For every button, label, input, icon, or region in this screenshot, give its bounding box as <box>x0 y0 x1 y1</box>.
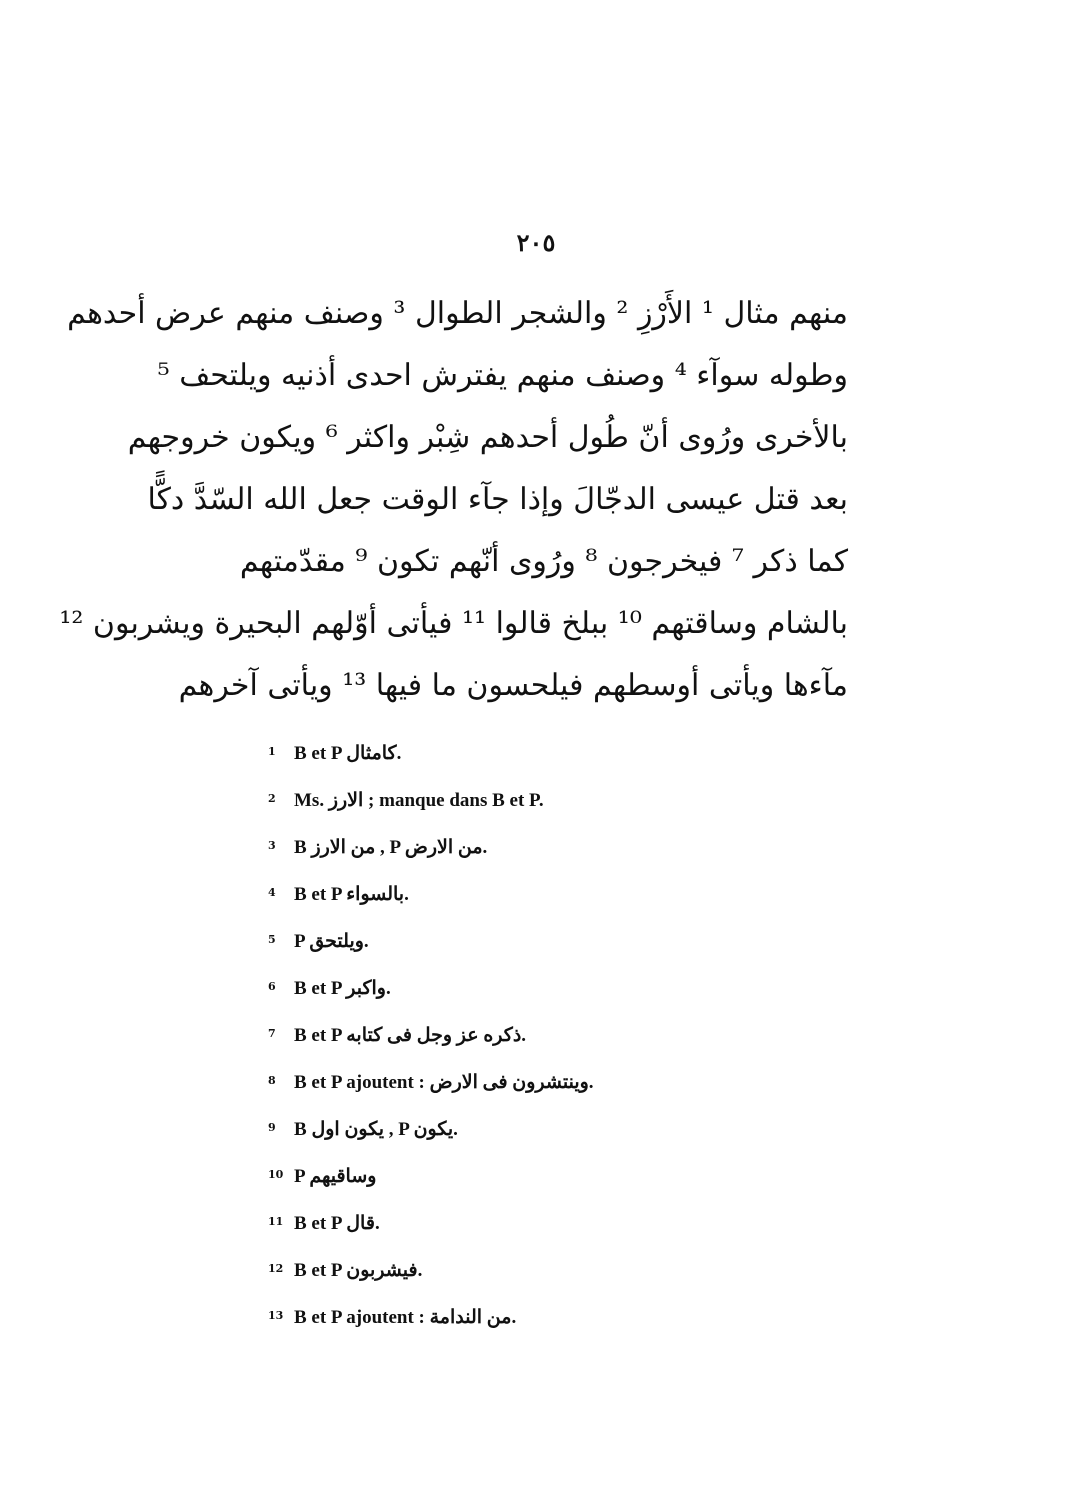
text-line: كما ذكر ⁷ فيخرجون ⁸ ورُوى أنّهم تكون ⁹ مقدّمتهم <box>239 544 848 579</box>
footnote <box>268 1151 788 1198</box>
footnote-number: 5 <box>268 933 276 946</box>
footnote-text: B et P قال. <box>294 1213 380 1234</box>
footnote <box>268 1057 788 1104</box>
footnotes <box>268 728 788 1339</box>
footnote <box>268 1292 788 1339</box>
footnote-number: 8 <box>268 1074 276 1087</box>
footnote-text: P ويلتحق. <box>294 931 369 952</box>
footnote-number: 13 <box>268 1309 284 1322</box>
footnote <box>268 822 788 869</box>
main-text-block <box>59 283 848 717</box>
footnote-text: B يكون اول , P يكون. <box>294 1119 458 1140</box>
footnote-number: 9 <box>268 1121 276 1134</box>
text-line: وطوله سوآء ⁴ وصنف منهم يفترش احدى أذنيه ويلتحف ⁵ <box>157 358 848 393</box>
footnote-number: 3 <box>268 839 276 852</box>
footnote-text: P وساقيهم <box>294 1166 377 1187</box>
footnote-number: 10 <box>268 1168 284 1181</box>
footnote-number: 6 <box>268 980 276 993</box>
footnote <box>268 916 788 963</box>
text-line: بعد قتل عيسى الدجّالَ وإذا جآء الوقت جعل الله السّدَّ دكًّا <box>147 482 848 517</box>
footnote <box>268 1198 788 1245</box>
footnote-text: B et P فيشربون. <box>294 1260 423 1281</box>
footnote-text: B et P كامثال. <box>294 743 402 764</box>
footnote-text: B et P واكبر. <box>294 978 391 999</box>
footnote <box>268 1104 788 1151</box>
footnote-number: 1 <box>268 745 276 758</box>
footnote <box>268 775 788 822</box>
footnote-text: B et P ajoutent : وينتشرون فى الارض. <box>294 1072 594 1093</box>
text-line: بالشام وساقتهم ¹⁰ ببلخ قالوا ¹¹ فيأتى أوّلهم البحيرة ويشربون ¹² <box>59 606 848 641</box>
footnote-text: B et P بالسواء. <box>294 884 409 905</box>
text-line: منهم مثال ¹ الأَرْزِ ² والشجر الطوال ³ وصنف منهم عرض أحدهم <box>67 296 848 331</box>
footnote-number: 2 <box>268 792 276 805</box>
footnote-number: 11 <box>268 1215 284 1228</box>
footnote <box>268 1245 788 1292</box>
page-number: ٢٠٥ <box>516 228 556 257</box>
footnote <box>268 728 788 775</box>
footnote-number: 7 <box>268 1027 276 1040</box>
footnote <box>268 963 788 1010</box>
footnote-text: Ms. الارز ; manque dans B et P. <box>294 790 544 811</box>
text-line: بالأخرى ورُوى أنّ طُول أحدهم شِبْر واكثر ⁶ ويكون خروجهم <box>127 420 848 455</box>
footnote-text: B et P ذكره عز وجل فى كتابه. <box>294 1025 527 1046</box>
footnote <box>268 1010 788 1057</box>
footnote <box>268 869 788 916</box>
footnote-number: 12 <box>268 1262 284 1275</box>
footnote-text: B من الارز , P من الارض. <box>294 837 488 858</box>
text-line: مآءها ويأتى أوسطهم فيلحسون ما فيها ¹³ ويأتى آخرهم <box>178 668 848 703</box>
footnote-number: 4 <box>268 886 276 899</box>
footnote-text: B et P ajoutent : من الندامة. <box>294 1307 517 1328</box>
